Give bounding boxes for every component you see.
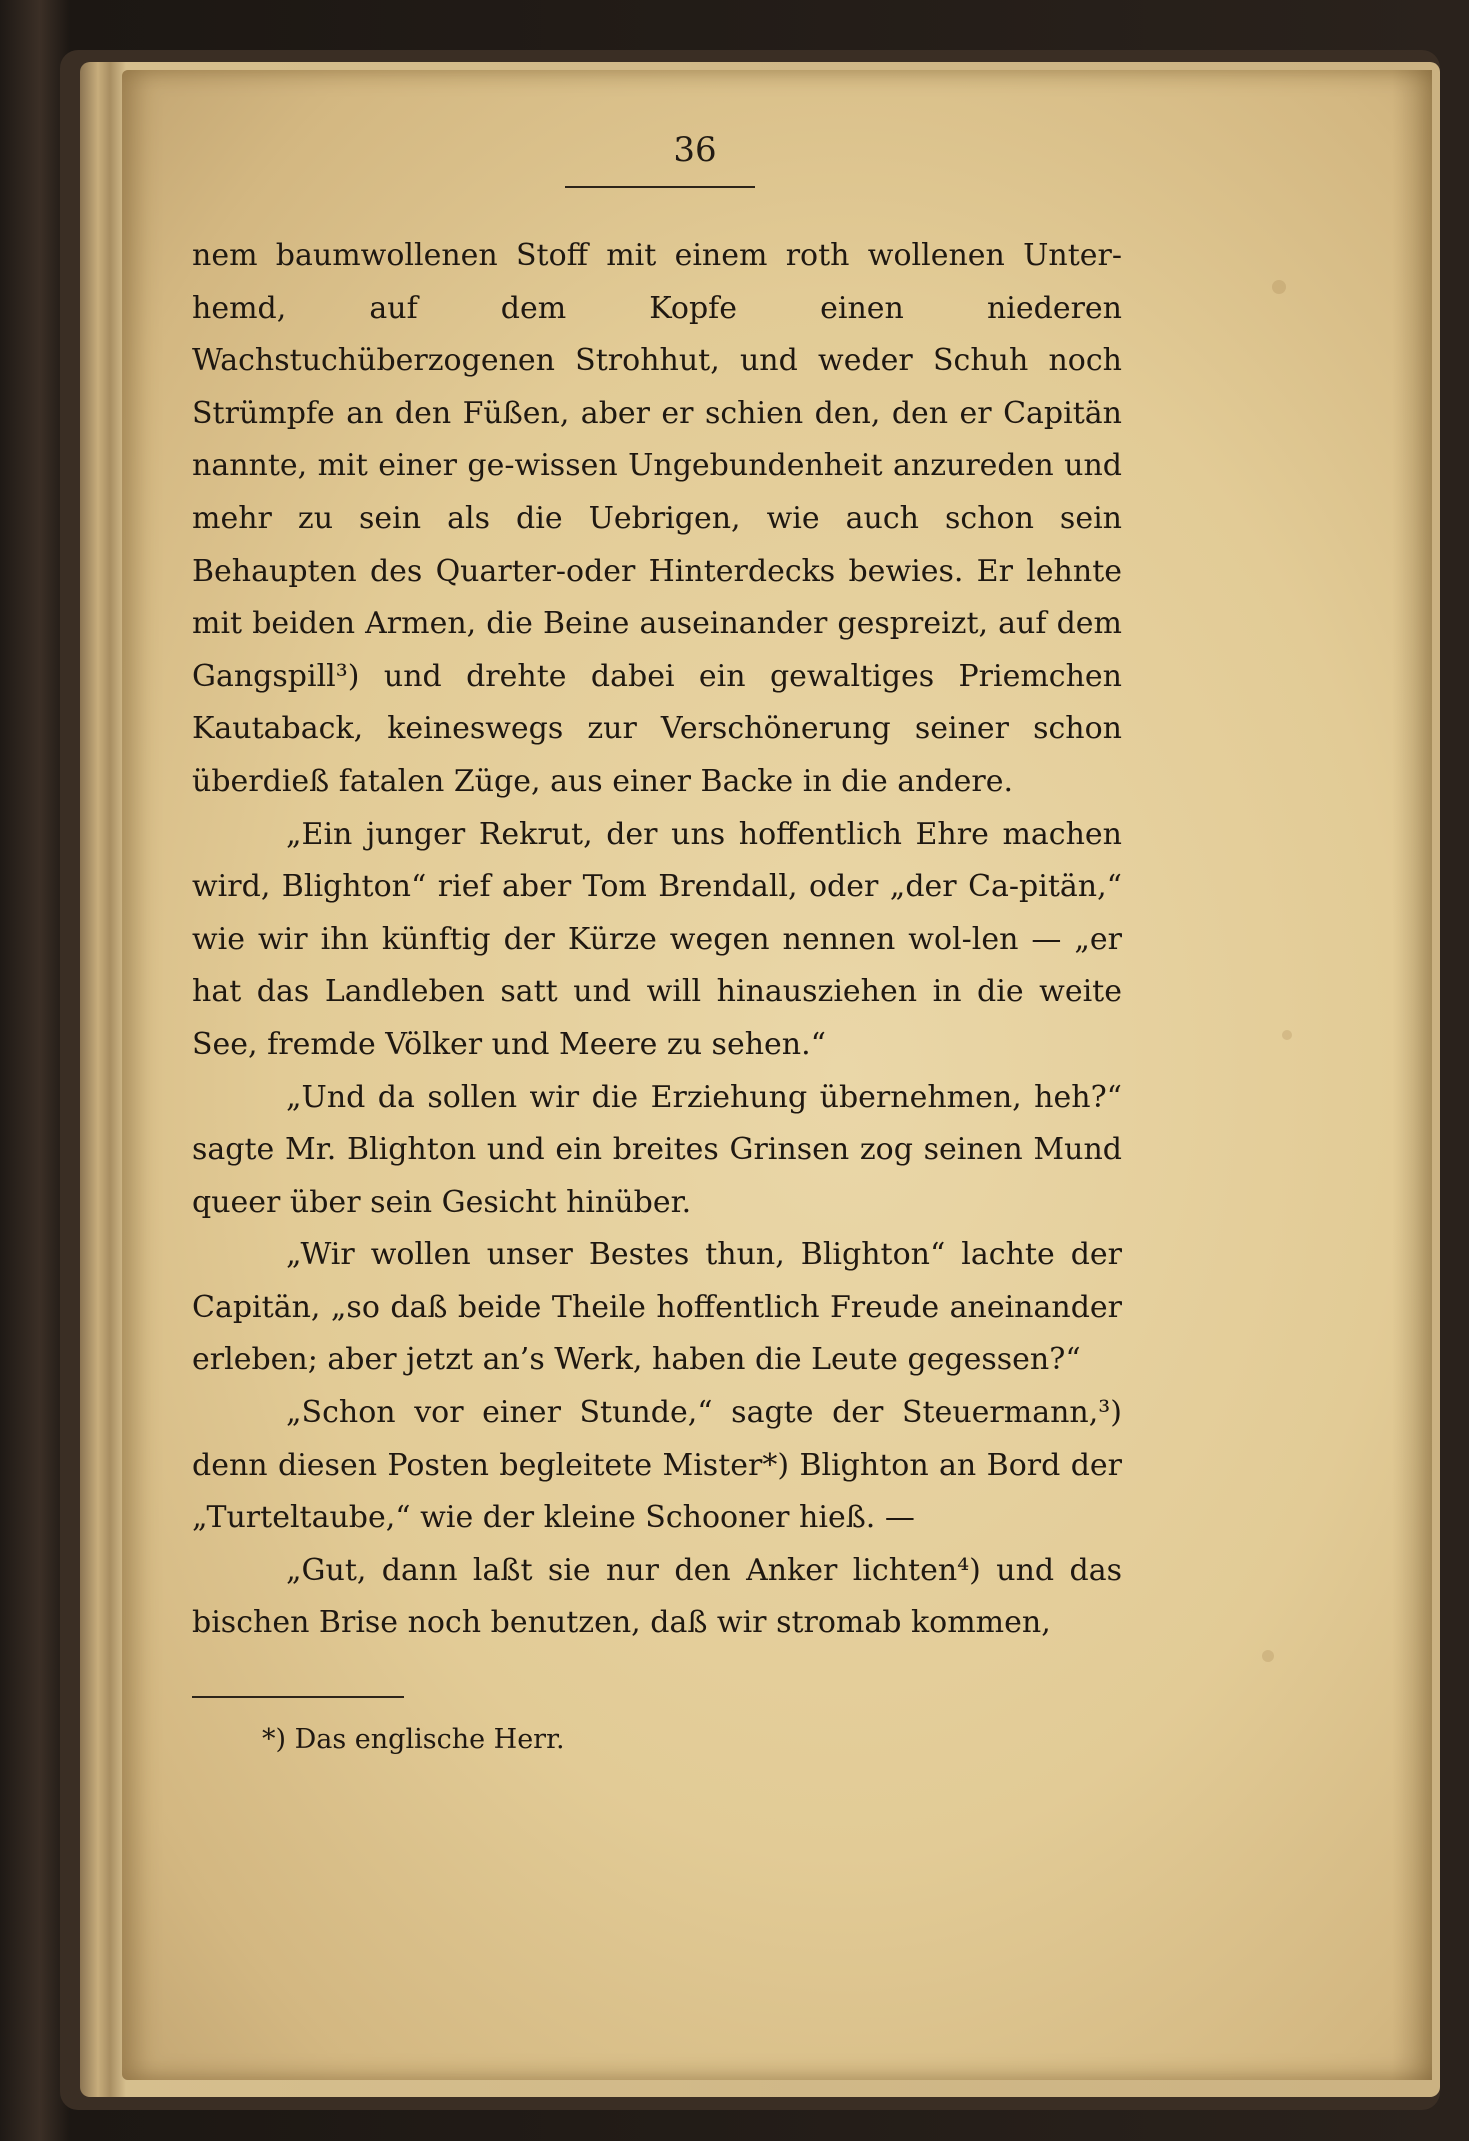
- body-text: [192, 230, 1122, 1650]
- page-gutter-shadow: [1392, 70, 1432, 2080]
- paragraph: „Schon vor einer Stunde,“ sagte der Steuermann,³) denn diesen Posten begleitete Mister*) Blighton an Bord der „Turteltaube,“ wie der kleine Schooner hieß. —: [192, 1395, 1122, 1536]
- foxing-spot: [1272, 280, 1286, 294]
- header-rule: [565, 186, 755, 188]
- paragraph: „Und da sollen wir die Erziehung übernehmen, heh?“ sagte Mr. Blighton und ein breites Grinsen zog seinen Mund queer über sein Gesicht hinüber.: [192, 1079, 1122, 1220]
- foxing-spot: [1282, 1030, 1292, 1040]
- paragraph: „Ein junger Rekrut, der uns hoffentlich Ehre machen wird, Blighton“ rief aber Tom Brendall, oder „der Ca‐pitän,“ wie wir ihn künftig der Kürze wegen nennen wol‐len — „er hat das Landleben satt und will hinausziehen in die weite See, fremde Völker und Meere zu sehen.“: [192, 816, 1122, 1062]
- foxing-spot: [1262, 1650, 1274, 1662]
- paragraph: „Gut, dann laßt sie nur den Anker lichten⁴) und das bischen Brise noch benutzen, daß wir stromab kommen,: [192, 1552, 1122, 1641]
- paragraph: nem baumwollenen Stoff mit einem roth wollenen Unter‐hemd, auf dem Kopfe einen niederen Wachstuchüberzogenen Strohhut, und weder Schuh noch Strümpfe an den Füßen, aber er schien den, den er Capitän nannte, mit einer ge‐wissen Ungebundenheit anzureden und mehr zu sein als die Uebrigen, wie auch schon sein Behaupten des Quarter‐oder Hinterdecks bewies. Er lehnte mit beiden Armen, die Beine auseinander gespreizt, auf dem Gangspill³) und drehte dabei ein gewaltiges Priemchen Kautaback, keineswegs zur Verschönerung seiner schon überdieß fatalen Züge, aus einer Backe in die andere.: [192, 238, 1122, 799]
- footnote: *) Das englische Herr.: [262, 1724, 565, 1755]
- page-number: 36: [673, 130, 717, 170]
- paragraph: „Wir wollen unser Bestes thun, Blighton“ lachte der Capitän, „so daß beide Theile hoffentlich Freude aneinander erleben; aber jetzt an’s Werk, haben die Leute gegessen?“: [192, 1237, 1122, 1378]
- footnote-rule: [192, 1696, 404, 1698]
